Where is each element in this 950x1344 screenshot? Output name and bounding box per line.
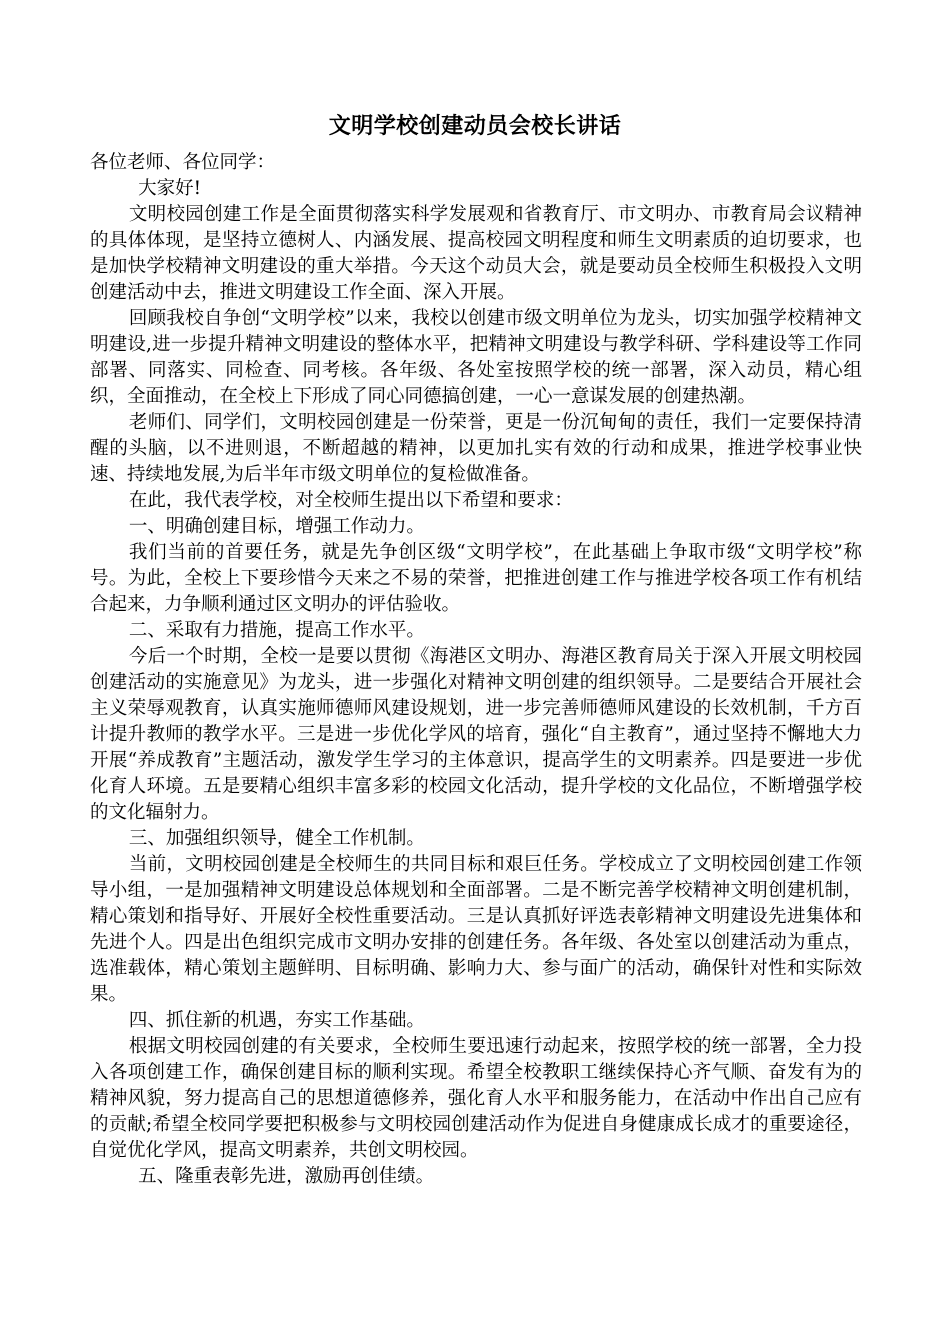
section-heading-5: 五、隆重表彰先进，激励再创佳绩。 bbox=[138, 1166, 435, 1187]
paragraph-review: 回顾我校自争创“文明学校”以来，我校以创建市级文明单位为龙头，切实加强学校精神文明建设,进一步提升精神文明建设的整体水平，把精神文明建设与教学科研、学科建设等工作同部署、同落实、同检查、同考核。各年级、各处室按照学校的统一部署，深入动员，精心组织，全面推动，在全校上下形成了同心同德搞创建，一心一意谋发展的创建热潮。 bbox=[90, 308, 862, 407]
paragraph-intro: 文明校园创建工作是全面贯彻落实科学发展观和省教育厅、市文明办、市教育局会议精神的具体体现，是坚持立德树人、内涵发展、提高校园文明程度和师生文明素质的迫切要求，也是加快学校精神文明建设的重大举措。今天这个动员大会，就是要动员全校师生积极投入文明创建活动中去，推进文明建设工作全面、深入开展。 bbox=[90, 204, 862, 303]
section-heading-3: 三、加强组织领导，健全工作机制。 bbox=[128, 828, 425, 849]
greeting: 大家好! bbox=[138, 178, 202, 199]
document-title: 文明学校创建动员会校长讲话 bbox=[328, 113, 622, 139]
section-text-1: 我们当前的首要任务，就是先争创区级“文明学校”，在此基础上争取市级“文明学校”称号。为此，全校上下要珍惜今天来之不易的荣誉，把推进创建工作与推进学校各项工作有机结合起来，力争顺利通过区文明办的评估验收。 bbox=[90, 542, 862, 615]
section-text-4: 根据文明校园创建的有关要求，全校师生要迅速行动起来，按照学校的统一部署，全力投入各项创建工作，确保创建目标的顺利实现。希望全校教职工继续保持心齐气顺、奋发有为的精神风貌，努力提高自己的思想道德修养，强化育人水平和服务能力，在活动中作出自己应有的贡献;希望全校同学要把积极参与文明校园创建活动作为促进自身健康成长成才的重要途径，自觉优化学风，提高文明素养，共创文明校园。 bbox=[90, 1036, 862, 1161]
paragraph-responsibility: 老师们、同学们，文明校园创建是一份荣誉，更是一份沉甸甸的责任，我们一定要保持清醒的头脑，以不进则退，不断超越的精神，以更加扎实有效的行动和成果，推进学校事业快速、持续地发展,为后半年市级文明单位的复检做准备。 bbox=[90, 412, 862, 485]
document-body bbox=[90, 150, 862, 1190]
section-text-3: 当前，文明校园创建是全校师生的共同目标和艰巨任务。学校成立了文明校园创建工作领导小组，一是加强精神文明建设总体规划和全面部署。二是不断完善学校精神文明创建机制，精心策划和指导好、开展好全校性重要活动。三是认真抓好评选表彰精神文明建设先进集体和先进个人。四是出色组织完成市文明办安排的创建任务。各年级、各处室以创建活动为重点，选准载体，精心策划主题鲜明、目标明确、影响力大、参与面广的活动，确保针对性和实际效果。 bbox=[90, 854, 862, 1005]
section-text-2: 今后一个时期，全校一是要以贯彻《海港区文明办、海港区教育局关于深入开展文明校园创建活动的实施意见》为龙头，进一步强化对精神文明创建的组织领导。二是要结合开展社会主义荣辱观教育，认真实施师德师风建设规划，进一步完善师德师风建设的长效机制，千方百计提升教师的教学水平。三是进一步优化学风的培育，强化“自主教育”，通过坚持不懈地大力开展“养成教育”主题活动，激发学生学习的主体意识，提高学生的文明素养。四是要进一步优化育人环境。五是要精心组织丰富多彩的校园文化活动，提升学校的文化品位，不断增强学校的文化辐射力。 bbox=[90, 646, 862, 823]
salutation: 各位老师、各位同学： bbox=[90, 152, 276, 173]
paragraph-requirements-intro: 在此，我代表学校，对全校师生提出以下希望和要求： bbox=[128, 490, 573, 511]
section-heading-2: 二、采取有力措施，提高工作水平。 bbox=[128, 620, 425, 641]
section-heading-1: 一、明确创建目标，增强工作动力。 bbox=[128, 516, 425, 537]
section-heading-4: 四、抓住新的机遇，夯实工作基础。 bbox=[128, 1010, 425, 1031]
